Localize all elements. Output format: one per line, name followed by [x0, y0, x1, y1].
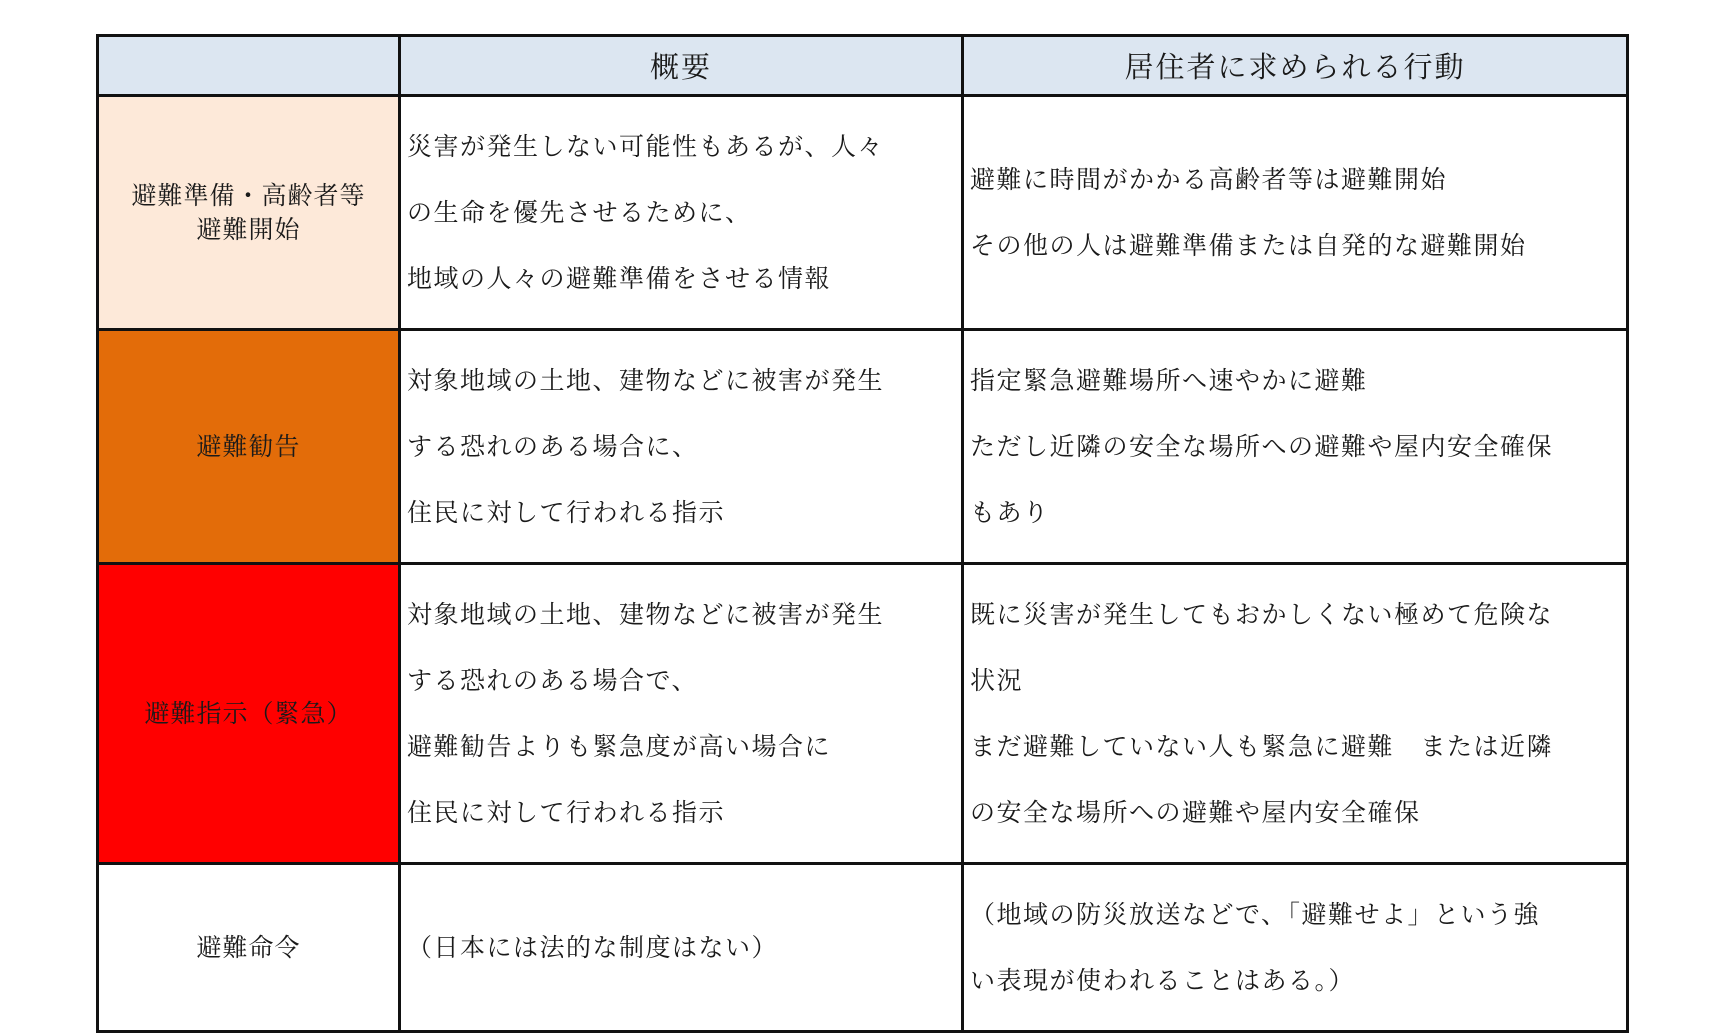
evacuation-levels-table [96, 34, 1629, 1033]
overview-line: 対象地域の土地、建物などに被害が発生 [407, 600, 885, 629]
overview-cell [400, 330, 963, 564]
action-line: （地域の防災放送などで、「避難せよ」という強 [970, 900, 1541, 929]
overview-line: 災害が発生しない可能性もあるが、人々 [407, 132, 885, 161]
action-line: 状況 [970, 666, 1024, 695]
overview-line: （日本には法的な制度はない） [407, 933, 779, 962]
overview-line: 対象地域の土地、建物などに被害が発生 [407, 366, 885, 395]
level-label-line: 避難準備・高齢者等 [131, 180, 366, 210]
evacuation-levels-document [96, 34, 1626, 1033]
action-line: い表現が使われることはある。） [970, 966, 1356, 995]
action-line: 指定緊急避難場所へ速やかに避難 [970, 366, 1368, 395]
overview-line: する恐れのある場合で、 [407, 666, 699, 695]
table-row [98, 864, 1628, 1032]
overview-line: 住民に対して行われる指示 [407, 798, 726, 827]
action-line: その他の人は避難準備または自発的な避難開始 [970, 231, 1527, 260]
level-label-line: 避難指示（緊急） [144, 698, 353, 728]
overview-line: する恐れのある場合に、 [407, 432, 699, 461]
level-label-line: 避難開始 [196, 214, 301, 244]
level-label-line: 避難勧告 [196, 431, 301, 461]
action-line: の安全な場所への避難や屋内安全確保 [970, 798, 1421, 827]
action-line: もあり [970, 498, 1050, 527]
table-row [98, 96, 1628, 330]
action-line: ただし近隣の安全な場所への避難や屋内安全確保 [970, 432, 1554, 461]
overview-cell [400, 564, 963, 864]
level-label-line: 避難命令 [196, 932, 301, 962]
overview-cell [400, 96, 963, 330]
level-label-cell [98, 564, 400, 864]
overview-cell [400, 864, 963, 1032]
table-header-row [98, 36, 1628, 96]
action-cell [963, 96, 1628, 330]
action-cell [963, 864, 1628, 1032]
overview-line: 住民に対して行われる指示 [407, 498, 726, 527]
action-line: 避難に時間がかかる高齢者等は避難開始 [970, 165, 1448, 194]
header-overview: 概要 [400, 36, 963, 96]
overview-line: 地域の人々の避難準備をさせる情報 [407, 264, 832, 293]
header-blank-cell [98, 36, 400, 96]
action-line: まだ避難していない人も緊急に避難 または近隣 [970, 732, 1554, 761]
action-cell [963, 330, 1628, 564]
overview-line: の生命を優先させるために、 [407, 198, 752, 227]
overview-line: 避難勧告よりも緊急度が高い場合に [407, 732, 832, 761]
action-cell [963, 564, 1628, 864]
table-row [98, 330, 1628, 564]
level-label-cell [98, 330, 400, 564]
header-actions: 居住者に求められる行動 [963, 36, 1628, 96]
level-label-cell [98, 96, 400, 330]
table-row [98, 564, 1628, 864]
action-line: 既に災害が発生してもおかしくない極めて危険な [970, 600, 1554, 629]
level-label-cell [98, 864, 400, 1032]
